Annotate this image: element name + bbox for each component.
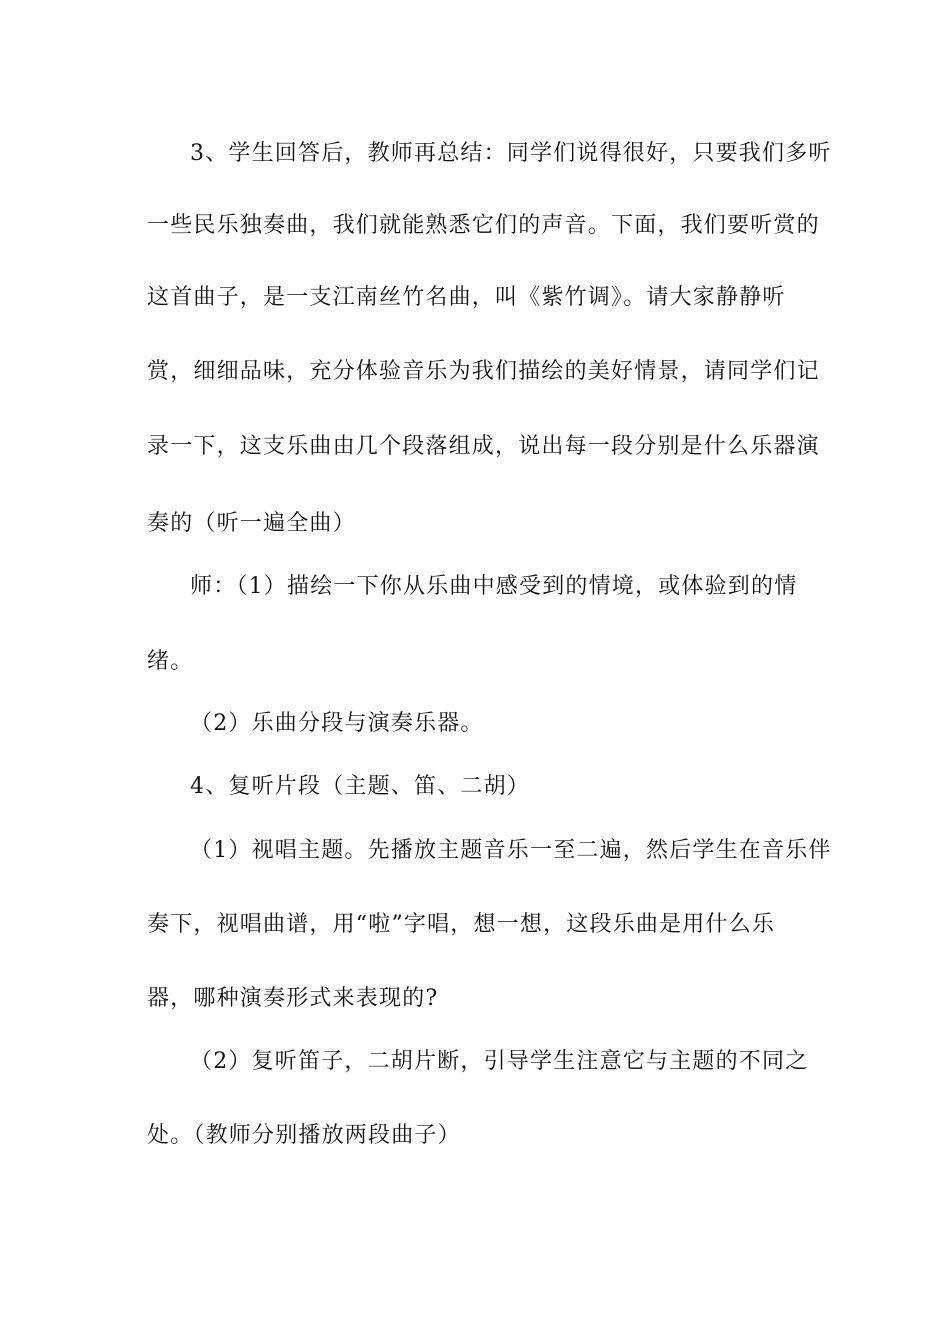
- paragraph-line: 4、复听片段（主题、笛、二胡）: [190, 774, 530, 799]
- paragraph-line: 师：（1）描绘一下你从乐曲中感受到的情境，或体验到的情: [190, 574, 798, 599]
- paragraph-line: 录一下，这支乐曲由几个段落组成，说出每一段分别是什么乐器演: [147, 434, 820, 459]
- paragraph-line: 这首曲子，是一支江南丝竹名曲，叫《紫竹调》。请大家静静听: [147, 285, 786, 310]
- paragraph-line: 器，哪种演奏形式来表现的?: [147, 986, 439, 1011]
- paragraph-line: 一些民乐独奏曲，我们就能熟悉它们的声音。下面，我们要听赏的: [147, 213, 820, 238]
- paragraph-line: 赏，细细品味，充分体验音乐为我们描绘的美好情景，请同学们记: [147, 359, 820, 384]
- paragraph-line: 奏下，视唱曲谱，用“啦”字唱，想一想，这段乐曲是用什么乐: [147, 912, 776, 937]
- paragraph-line: 处。（教师分别播放两段曲子）: [147, 1123, 461, 1148]
- paragraph-line: 3、学生回答后，教师再总结：同学们说得很好，只要我们多听: [190, 141, 832, 166]
- paragraph-line: 奏的（听一遍全曲）: [147, 511, 356, 536]
- paragraph-line: 绪。: [147, 649, 194, 674]
- paragraph-line: （2）乐曲分段与演奏乐器。: [190, 711, 484, 736]
- paragraph-line: （1）视唱主题。先播放主题音乐一至二遍，然后学生在音乐伴: [190, 838, 832, 863]
- paragraph-line: （2）复听笛子，二胡片断，引导学生注意它与主题的不同之: [190, 1049, 809, 1074]
